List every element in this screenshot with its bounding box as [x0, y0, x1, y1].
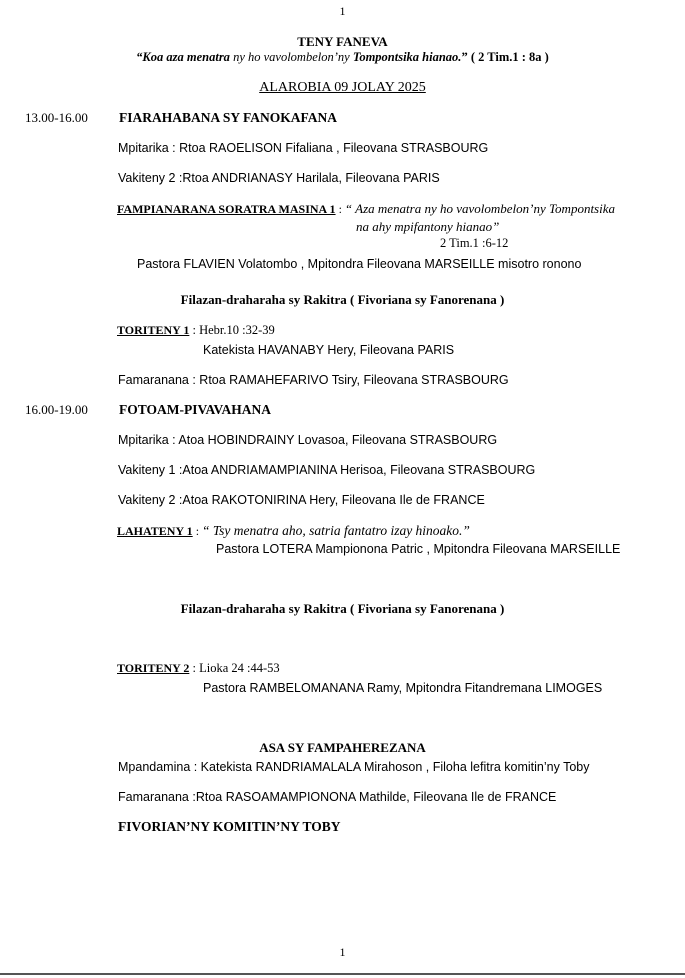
fampianarana-quote-line2: na ahy mpifantony hianao” — [356, 219, 500, 234]
session1-mpitarika: Mpitarika : Rtoa RAOELISON Fifaliana , Fileovana STRASBOURG — [118, 141, 489, 155]
session1-vakiteny2: Vakiteny 2 :Rtoa ANDRIANASY Harilala, Fileovana PARIS — [118, 171, 440, 185]
toriteny2-ref: : Lioka 24 :44-53 — [189, 661, 280, 675]
verse-quote-open: “ — [136, 50, 143, 64]
closing-famaranana: Famaranana :Rtoa RASOAMAMPIONONA Mathilde, Fileovana Ile de FRANCE — [118, 790, 557, 804]
lahateny1-label: LAHATENY 1 — [117, 524, 193, 538]
session1-time: 13.00-16.00 — [25, 110, 88, 125]
closing-title: ASA SY FAMPAHEREZANA — [259, 740, 426, 755]
lahateny1-sep: : — [192, 524, 203, 538]
session1-filazana: Filazan-draharaha sy Rakitra ( Fivoriana sy Fanorenana ) — [180, 292, 505, 307]
toriteny2-speaker: Pastora RAMBELOMANANA Ramy, Mpitondra Fitandremana LIMOGES — [203, 681, 603, 695]
session1-title: FIARAHABANA SY FANOKAFANA — [119, 110, 337, 125]
fampianarana-label: FAMPIANARANA SORATRA MASINA 1 — [117, 202, 336, 216]
theme-verse — [0, 50, 685, 65]
session2-filazana: Filazan-draharaha sy Rakitra ( Fivoriana sy Fanorenana ) — [180, 601, 505, 616]
verse-part3: Tompontsika hianao. — [352, 50, 462, 64]
session2-lahateny — [117, 523, 470, 539]
fampianarana-ref: 2 Tim.1 :6-12 — [440, 236, 509, 250]
lahateny1-speaker: Pastora LOTERA Mampionona Patric , Mpitondra Fileovana MARSEILLE — [216, 542, 621, 556]
session2-toriteny — [117, 661, 280, 676]
closing-fivoriana: FIVORIAN’NY KOMITIN’NY TOBY — [118, 819, 341, 834]
session2-vakiteny2: Vakiteny 2 :Atoa RAKOTONIRINA Hery, Fileovana Ile de FRANCE — [118, 493, 485, 507]
session1-famaranana: Famaranana : Rtoa RAMAHEFARIVO Tsiry, Fileovana STRASBOURG — [118, 373, 509, 387]
document-title: TENY FANEVA — [297, 34, 388, 49]
closing-mpandamina: Mpandamina : Katekista RANDRIAMALALA Mirahoson , Filoha lefitra komitin’ny Toby — [118, 760, 590, 774]
session2-vakiteny1: Vakiteny 1 :Atoa ANDRIAMAMPIANINA Herisoa, Fileovana STRASBOURG — [118, 463, 536, 477]
event-date: ALAROBIA 09 JOLAY 2025 — [259, 80, 426, 95]
page-bottom-rule — [0, 973, 685, 975]
page-number-bottom: 1 — [339, 945, 346, 959]
toriteny1-label: TORITENY 1 — [117, 323, 190, 337]
toriteny1-speaker: Katekista HAVANABY Hery, Fileovana PARIS — [203, 343, 455, 357]
verse-ref: ( 2 Tim.1 : 8a ) — [467, 50, 549, 64]
verse-quote-close: ” — [461, 50, 468, 64]
session1-fampianarana — [117, 201, 615, 217]
toriteny1-ref: : Hebr.10 :32-39 — [189, 323, 275, 337]
fampianarana-sep: : — [335, 202, 345, 216]
session2-title: FOTOAM-PIVAVAHANA — [119, 402, 272, 417]
fampianarana-quote-line1: “ Aza menatra ny ho vavolombelon’ny Tompontsika — [344, 201, 615, 216]
session1-toriteny — [117, 323, 275, 338]
session2-time: 16.00-19.00 — [25, 402, 88, 417]
lahateny1-quote: “ Tsy menatra aho, satria fantatro izay hinoako.” — [202, 523, 470, 538]
session2-mpitarika: Mpitarika : Atoa HOBINDRAINY Lovasoa, Fileovana STRASBOURG — [118, 433, 498, 447]
fampianarana-speaker: Pastora FLAVIEN Volatombo , Mpitondra Fileovana MARSEILLE misotro ronono — [137, 257, 582, 271]
toriteny2-label: TORITENY 2 — [117, 661, 190, 675]
page-number-top: 1 — [339, 4, 346, 18]
verse-part2: ny ho vavolombelon’ny — [229, 50, 353, 64]
verse-part1: Koa aza menatra — [142, 50, 230, 64]
